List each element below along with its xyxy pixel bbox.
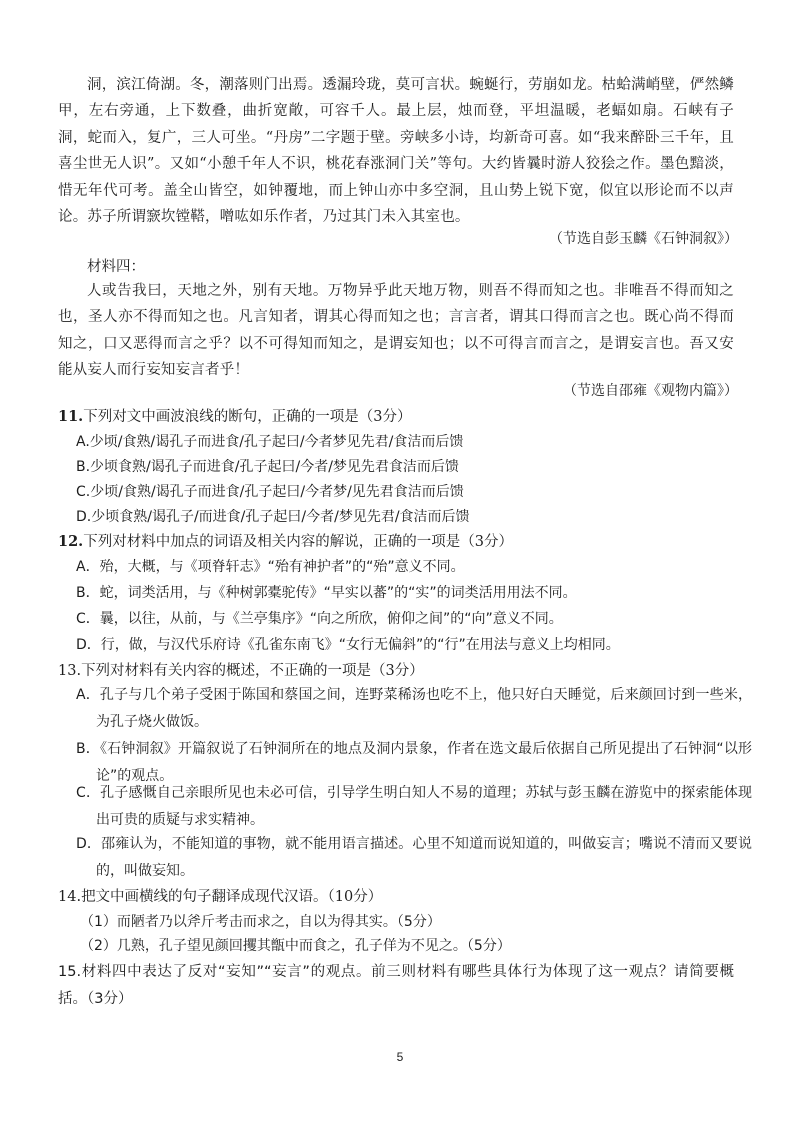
q12-stem: 下列对材料中加点的词语及相关内容的解说，正确的一项是（3分） [83,534,513,550]
page-number: 5 [396,1050,404,1064]
q14-number: 14. [58,889,82,905]
q11-option-c: C.少顷/食熟/谒孔子而进食/孔子起曰/今者梦/见先君食洁而后馈 [76,484,464,500]
q11-option-a: A.少顷/食熟/谒孔子而进食/孔子起曰/今者梦见先君/食洁而后馈 [76,434,464,450]
q15-question [58,959,734,1013]
q15-stem: 材料四中表达了反对“妄知”“妄言”的观点。前三则材料有哪些具体行为体现了这一观点？请简要概括。（3分） [58,964,734,1007]
passage3-text: 洞，滨江倚湖。冬，潮落则门出焉。透漏玲珑，莫可言状。蜿蜒行，劳崩如龙。枯蛤满峭壁，俨然鳞甲，左右旁通，上下数叠，曲折宽敞，可容千人。最上层，烛而登，平坦温暖，老蝠如扇。石峡有子洞，蛇而入，复广，三人可坐。“丹房”二字题于壁。旁峡多小诗，均新奇可喜。如“我来醉卧三千年，且喜尘世无人识”。又如“小憩千年人不识，桃花春涨洞门关”等句。大约皆曩时游人狡狯之作。墨色黯淡，惜无年代可考。盖全山皆空，如钟覆地，而上钟山亦中多空洞，且山势上锐下宽，似宜以形论而不以声论。苏子所谓窾坎镗鞳，噌吰如乐作者，乃过其门未入其室也。 [58,77,734,226]
passage3-source: （节选自彭玉麟《石钟洞叙》） [549,231,738,247]
q12-option-c: C．曩，以往，从前，与《兰亭集序》“向之所欣，俯仰之间”的“向”意义不同。 [76,611,563,627]
passage4-text: 人或告我曰，天地之外，别有天地。万物异乎此天地万物，则吾不得而知之也。非唯吾不得而知之也，圣人亦不得而知之也。凡言知者，谓其心得而知之也；言言者，谓其口得而言之也。既心尚不得而知之，口又恶得而言之乎？以不可得知而知之，是谓妄知也；以不可得言而言之，是谓妄言也。吾又安能从妄人而行妄知妄言者乎！ [58,283,734,379]
q14-item-2: （2）几熟，孔子望见颜回攫其甑中而食之，孔子佯为不见之。（5分） [80,938,511,954]
q11-option-d: D.少顷食熟/谒孔子/而进食/孔子起曰/今者/梦见先君/食洁而后馈 [76,509,470,525]
q11-option-b: B.少顷食熟/谒孔子而进食/孔子起曰/今者/梦见先君食洁而后馈 [76,459,459,475]
q14-item-1: （1）而陋者乃以斧斤考击而求之，自以为得其实。（5分） [80,914,441,930]
q12-option-b: B．蛇，词类活用，与《种树郭橐驼传》“早实以蕃”的“实”的词类活用用法不同。 [76,585,577,601]
q12-option-a: A．殆，大概，与《项脊轩志》“殆有神护者”的“殆”意义不同。 [76,559,465,575]
q13-option-c: C．孔子感慨自己亲眼所见也未必可信，引导学生明白知人不易的道理；苏轼与彭玉麟在游览中的探索能体现出可贵的质疑与求实精神。 [76,785,752,828]
q11-number: 11. [58,408,84,425]
passage4-label: 材料四： [87,259,145,275]
q12-option-d: D．行，做，与汉代乐府诗《孔雀东南飞》“女行无偏斜”的“行”在用法与意义上均相同。 [76,637,620,653]
passage4-source: （节选自邵雍《观物内篇》） [563,383,738,399]
q15-number: 15. [58,964,82,980]
q13-option-b: B．《石钟洞叙》开篇叙说了石钟洞所在的地点及洞内景象，作者在选文最后依据自己所见提出了石钟洞“以形论”的观点。 [76,741,752,784]
q13-heading [58,660,734,682]
q12-number: 12. [58,533,84,550]
q13-option-d: D．邵雍认为，不能知道的事物，就不能用语言描述。心里不知道而说知道的，叫做妄言；嘴说不清而又要说的，叫做妄知。 [76,836,752,879]
q11-heading [58,406,734,428]
q11-stem: 下列对文中画波浪线的断句，正确的一项是（3分） [83,409,412,425]
q14-heading [58,886,734,908]
q13-stem: 下列对材料有关内容的概述，不正确的一项是（3分） [81,663,424,679]
q12-heading [58,531,734,553]
q13-option-a: A．孔子与几个弟子受困于陈国和蔡国之间，连野菜稀汤也吃不上，他只好白天睡觉，后来颜回讨到一些米，为孔子烧火做饭。 [76,687,752,730]
q14-stem: 把文中画横线的句子翻译成现代汉语。（10分） [81,889,383,905]
q13-number: 13. [58,663,82,679]
